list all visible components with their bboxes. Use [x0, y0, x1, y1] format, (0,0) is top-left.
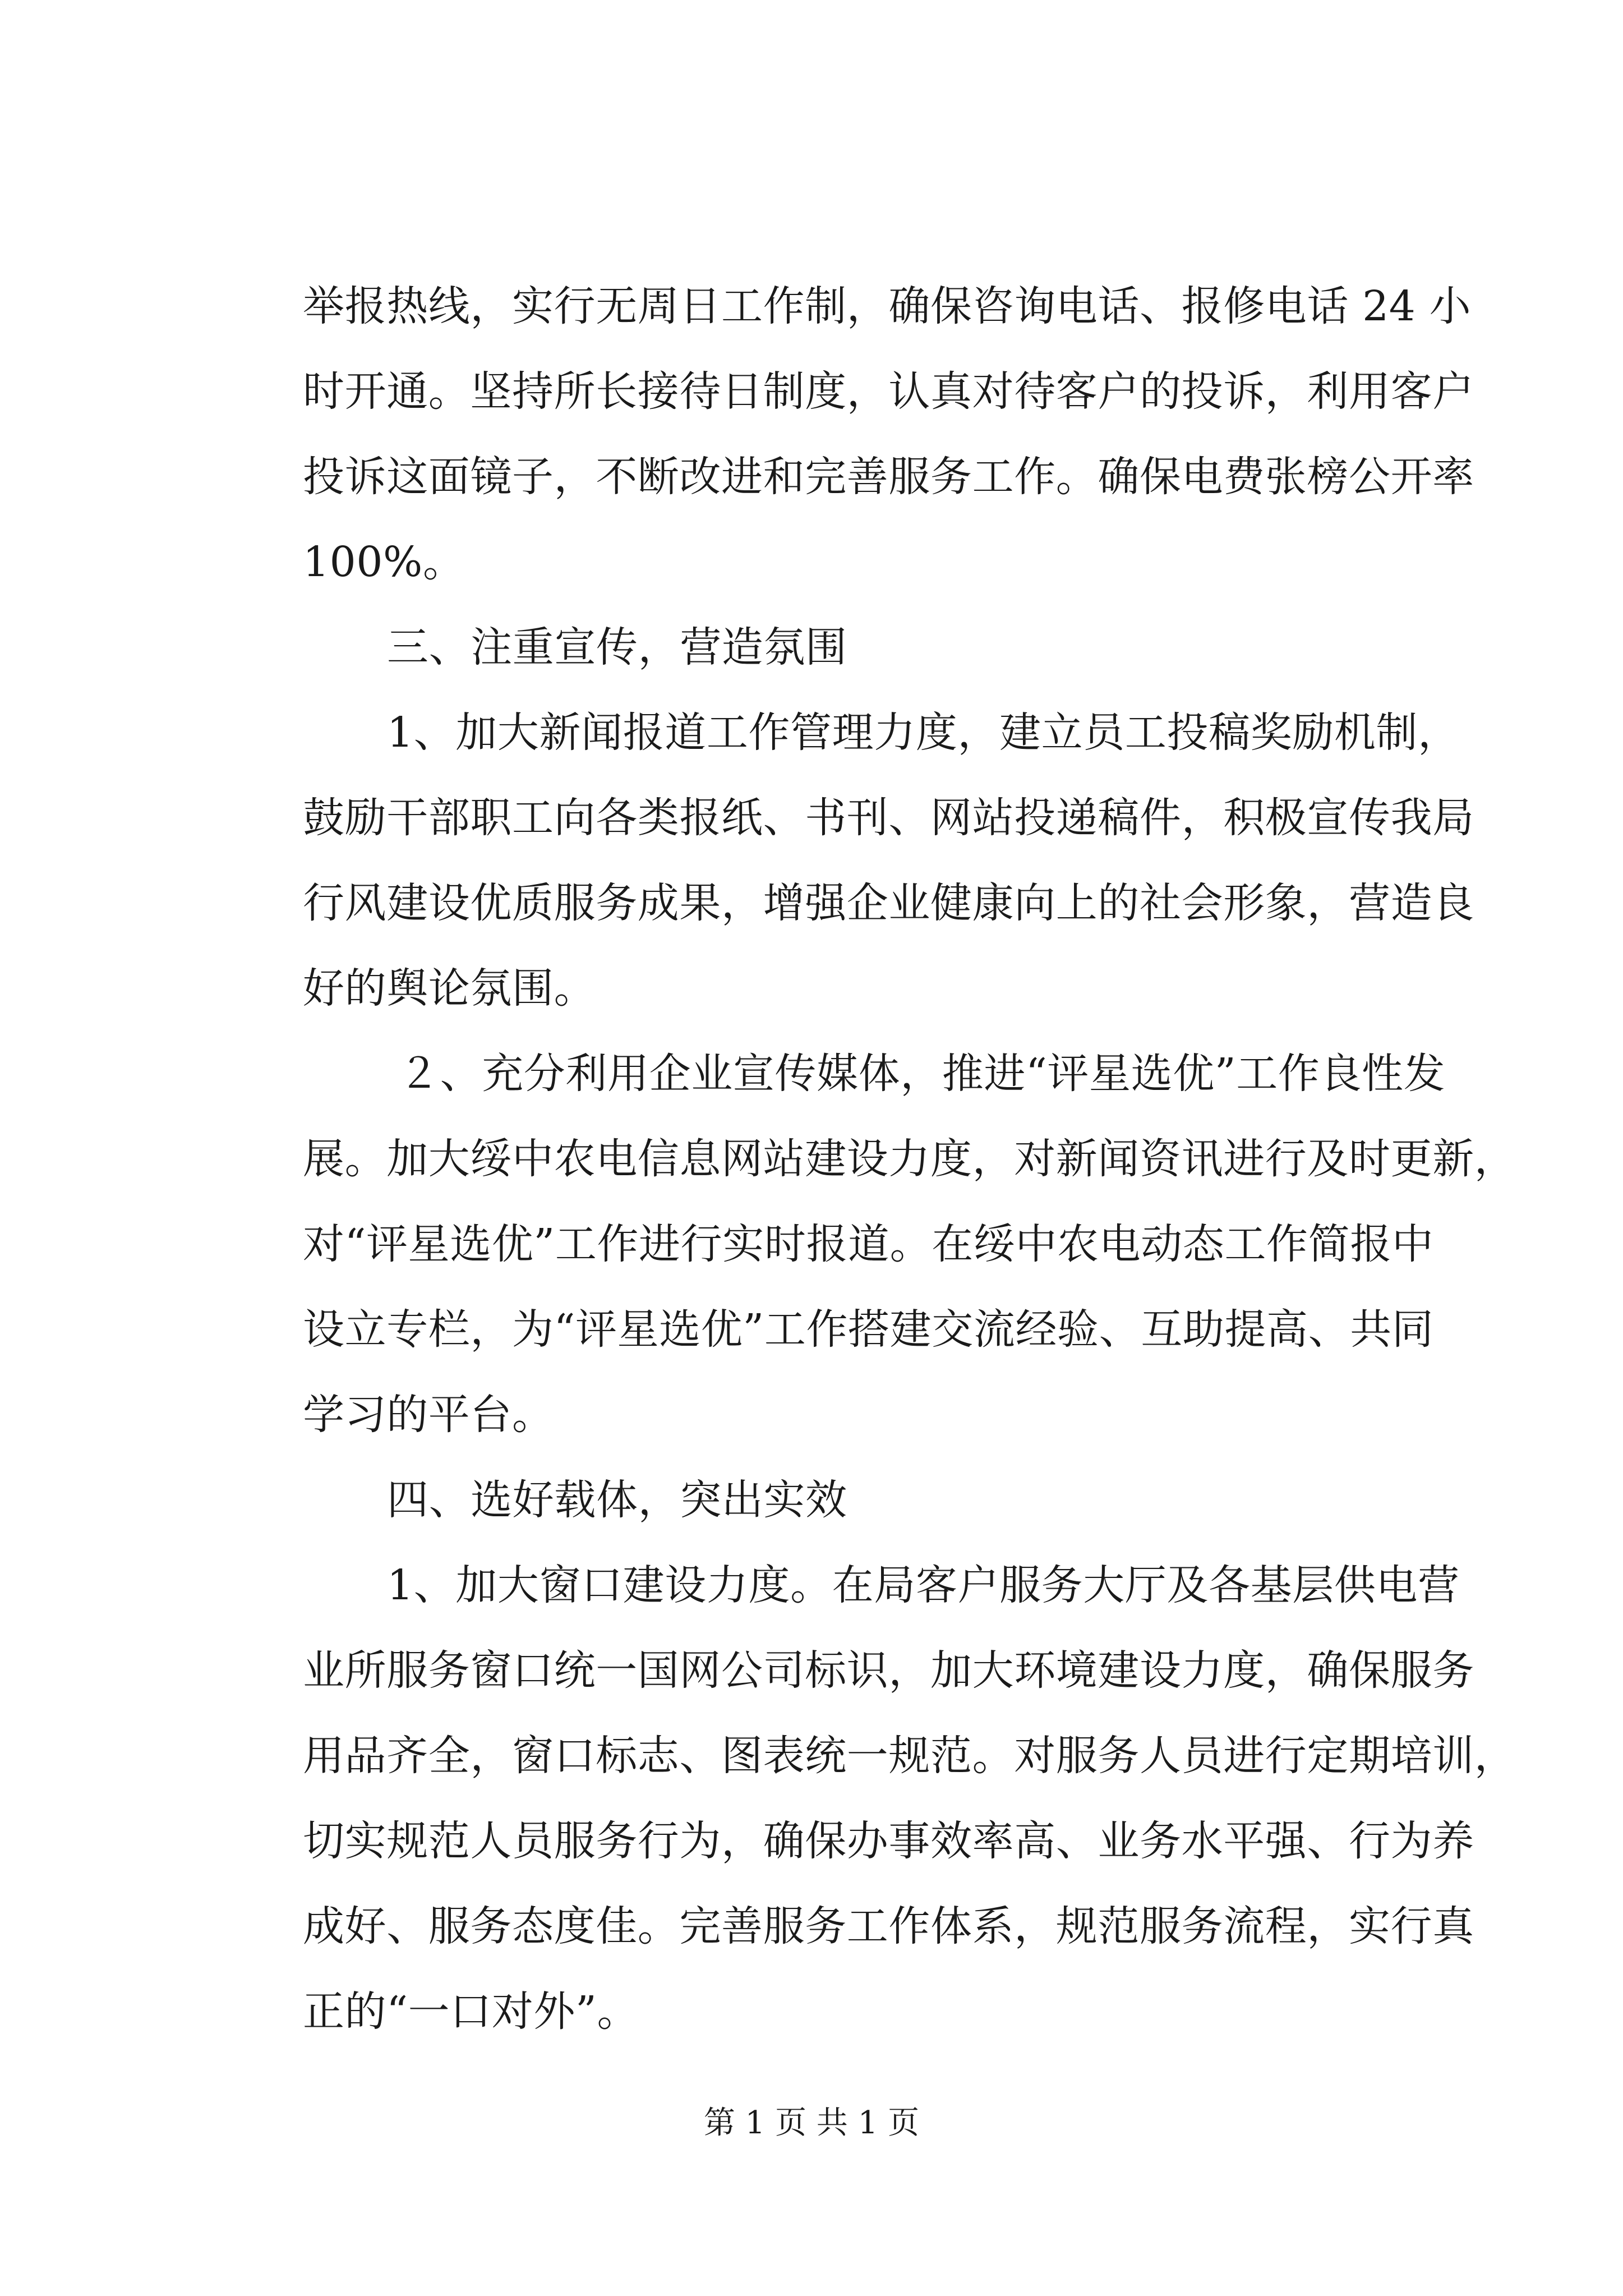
- paragraph-line: 对“评星选优”工作进行实时报道。在绥中农电动态工作简报中: [303, 1220, 1434, 1268]
- paragraph-line: 时开通。坚持所长接待日制度，认真对待客户的投诉，利用客户: [303, 367, 1474, 416]
- paragraph-line: 正的“一口对外”。: [303, 1987, 639, 2036]
- paragraph-line: 用品齐全，窗口标志、图表统一规范。对服务人员进行定期培训，: [303, 1732, 1516, 1780]
- section-heading: 四、选好载体，突出实效: [387, 1476, 847, 1524]
- paragraph-line: 鼓励干部职工向各类报纸、书刊、网站投递稿件，积极宣传我局: [303, 794, 1474, 842]
- paragraph-line: 业所服务窗口统一国网公司标识，加大环境建设力度，确保服务: [303, 1646, 1474, 1695]
- page-footer: 第 1 页 共 1 页: [703, 2105, 920, 2141]
- paragraph-line: 成好、服务态度佳。完善服务工作体系，规范服务流程，实行真: [303, 1902, 1474, 1950]
- paragraph-line: 行风建设优质服务成果，增强企业健康向上的社会形象，营造良: [303, 879, 1474, 927]
- paragraph-line: 设立专栏，为“评星选优”工作搭建交流经验、互助提高、共同: [303, 1305, 1434, 1354]
- paragraph-line: 投诉这面镜子，不断改进和完善服务工作。确保电费张榜公开率: [303, 453, 1474, 501]
- paragraph-line: 学习的平台。: [303, 1391, 554, 1439]
- paragraph-line: 好的舆论氛围。: [303, 964, 596, 1013]
- paragraph-line: 展。加大绥中农电信息网站建设力度，对新闻资讯进行及时更新，: [303, 1135, 1516, 1183]
- paragraph-line: 举报热线，实行无周日工作制，确保咨询电话、报修电话 24 小: [303, 282, 1472, 330]
- paragraph-line: 1、加大窗口建设力度。在局客户服务大厅及各基层供电营: [387, 1561, 1460, 1609]
- document-body: [303, 264, 1516, 2054]
- section-heading: 三、注重宣传，营造氛围: [387, 623, 847, 671]
- paragraph-line: 100%。: [303, 538, 465, 586]
- paragraph-line: ２、充分利用企业宣传媒体，推进“评星选优”工作良性发: [398, 1050, 1446, 1098]
- paragraph-line: 1、加大新闻报道工作管理力度，建立员工投稿奖励机制，: [387, 708, 1460, 757]
- paragraph-line: 切实规范人员服务行为，确保办事效率高、业务水平强、行为养: [303, 1817, 1474, 1865]
